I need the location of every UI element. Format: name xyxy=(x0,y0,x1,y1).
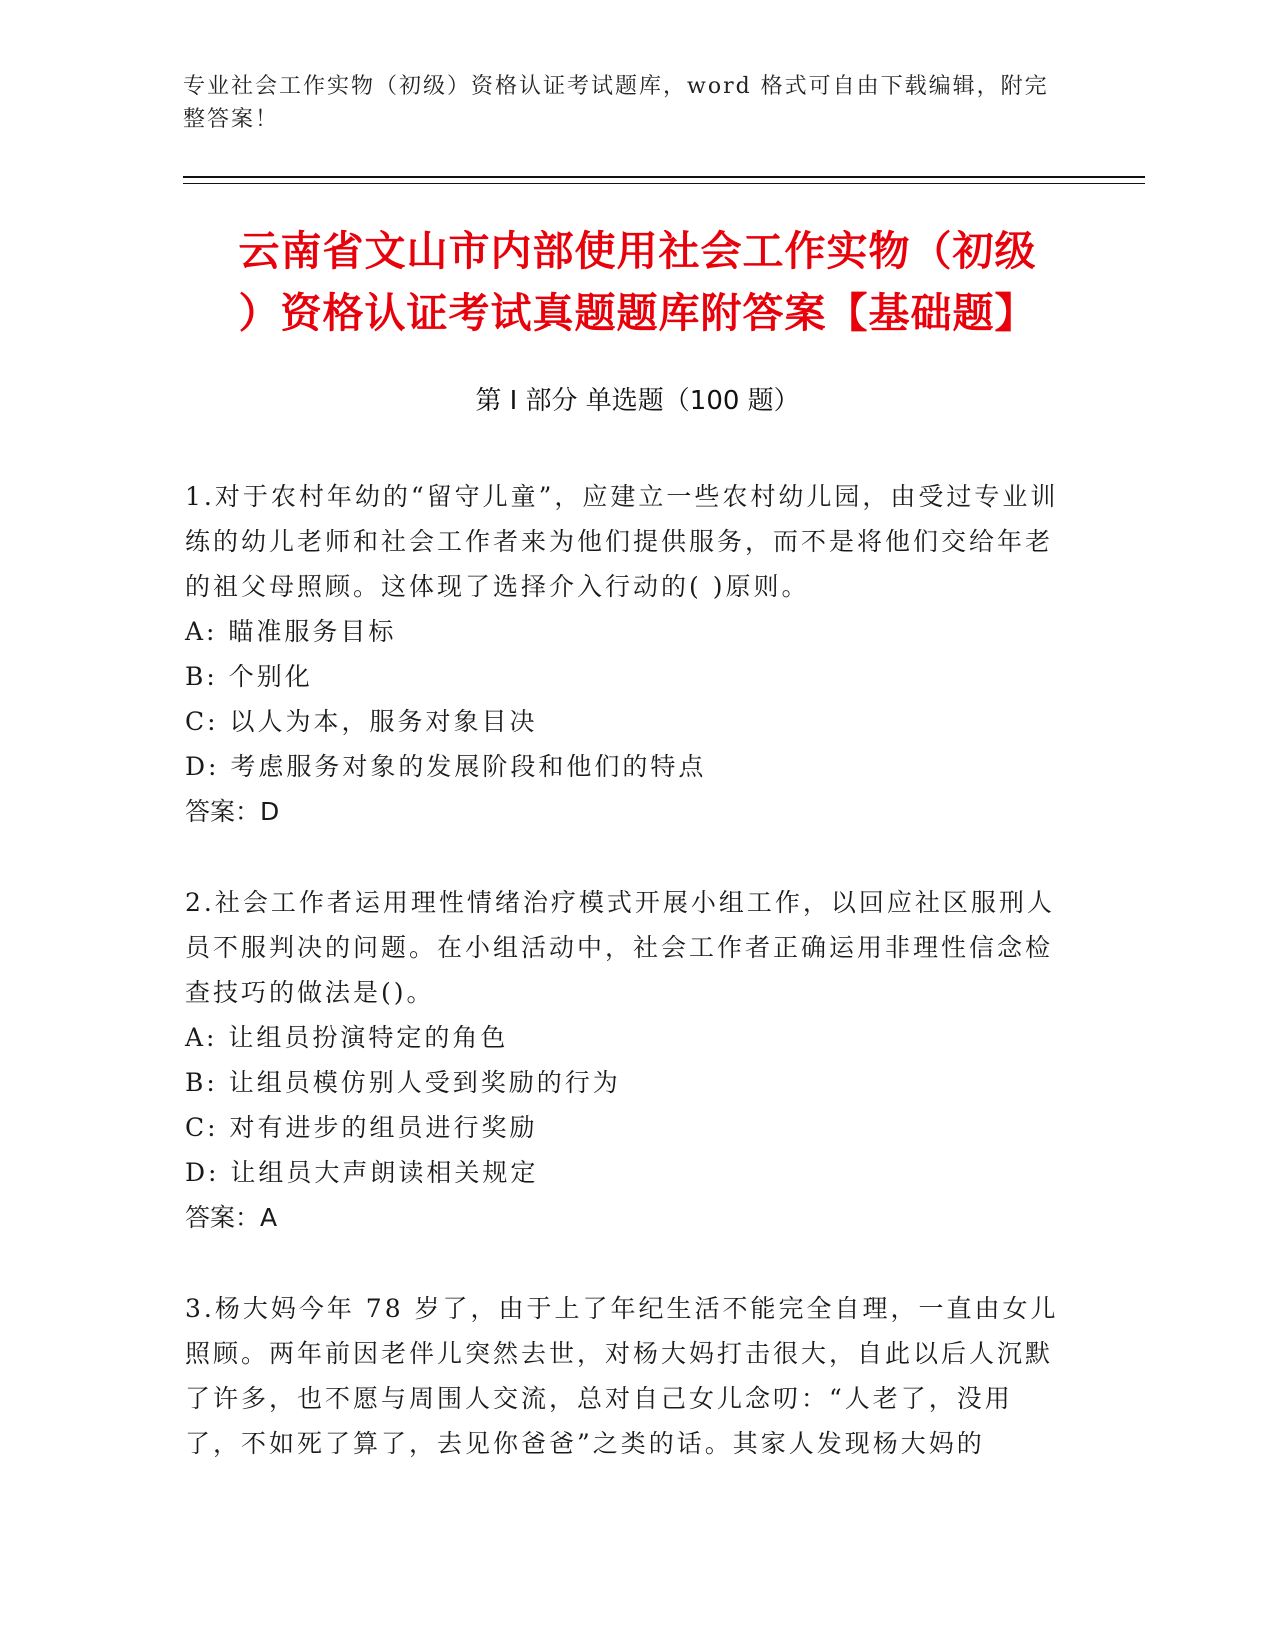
option-c: C: 以人为本，服务对象目决 xyxy=(185,707,538,736)
option-d: D: 让组员大声朗读相关规定 xyxy=(185,1158,539,1187)
header-note: 专业社会工作实物（初级）资格认证考试题库，word 格式可自由下载编辑，附完整答案！ xyxy=(183,74,1049,132)
header-rule-thick xyxy=(183,176,1145,178)
question-stem: 1.对于农村年幼的“留守儿童”，应建立一些农村幼儿园，由受过专业训练的幼儿老师和社会工作者来为他们提供服务，而不是将他们交给年老的祖父母照顾。这体现了选择介入行动的( )原则。 xyxy=(185,482,1059,601)
option-a: A: 瞄准服务目标 xyxy=(185,617,397,646)
question-list xyxy=(185,474,1065,1512)
answer-value: D xyxy=(260,797,280,826)
question-stem: 2.社会工作者运用理性情绪治疗模式开展小组工作，以回应社区服刑人员不服判决的问题。在小组活动中，社会工作者正确运用非理性信念检查技巧的做法是()。 xyxy=(185,888,1055,1007)
title-line-1: 云南省文山市内部使用社会工作实物（初级 xyxy=(238,227,1037,275)
option-b: B: 让组员模仿别人受到奖励的行为 xyxy=(185,1068,621,1097)
question-3 xyxy=(185,1286,1065,1466)
header-rule-thin xyxy=(183,183,1145,184)
option-b: B: 个别化 xyxy=(185,662,313,691)
question-1 xyxy=(185,474,1065,834)
answer-prefix: 答案： xyxy=(185,1203,261,1232)
section-heading: 第 I 部分 单选题（100 题） xyxy=(475,386,800,416)
answer-line xyxy=(185,789,1065,834)
answer-line xyxy=(185,1195,1065,1240)
option-a: A: 让组员扮演特定的角色 xyxy=(185,1023,509,1052)
title-line-2: ）资格认证考试真题题库附答案【基础题】 xyxy=(238,289,1037,337)
option-c: C: 对有进步的组员进行奖励 xyxy=(185,1113,538,1142)
answer-prefix: 答案： xyxy=(185,797,261,826)
option-d: D: 考虑服务对象的发展阶段和他们的特点 xyxy=(185,752,707,781)
question-stem: 3.杨大妈今年 78 岁了，由于上了年纪生活不能完全自理，一直由女儿照顾。两年前因老伴儿突然去世，对杨大妈打击很大，自此以后人沉默了许多，也不愿与周围人交流，总对自己女儿念叨：“人老了，没用了，不如死了算了，去见你爸爸”之类的话。其家人发现杨大妈的 xyxy=(185,1294,1059,1458)
answer-value: A xyxy=(260,1203,278,1232)
question-2 xyxy=(185,880,1065,1240)
document-title xyxy=(150,220,1125,344)
